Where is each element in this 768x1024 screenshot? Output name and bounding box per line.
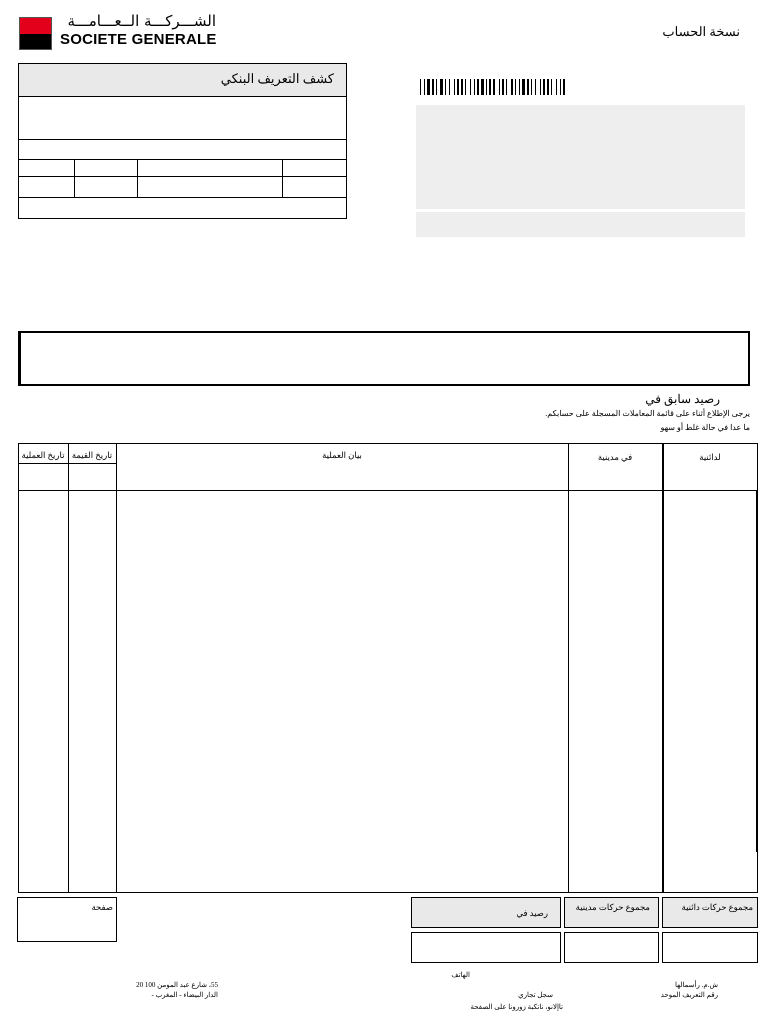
rib-divider [19,176,346,177]
rib-divider [19,159,346,160]
column-divider [662,443,664,893]
rib-cell-divider [74,159,75,197]
rib-cell-divider [137,159,138,197]
copy-label: نسخة الحساب [662,24,740,39]
credit-total-value [662,932,758,963]
column-divider [568,443,569,893]
footer-phone-label: الهاتف [451,971,470,979]
rib-divider [19,197,346,198]
footer-unique-id: رقم التعريف الموحد [660,991,718,999]
closing-balance-label: رصيد في [516,908,548,918]
previous-balance-label: رصيد سابق في [645,392,720,406]
debit-total-label: مجموع حركات مدينية [575,902,650,912]
rib-title: كشف التعريف البنكي [220,71,334,86]
logo-red-half [20,18,51,34]
column-header-description: بيان العملية [322,450,362,460]
column-header-debit: في مدينية [597,452,633,462]
address-area [416,105,745,209]
page-label: صفحة [91,902,113,912]
credit-total-box [662,897,758,928]
column-divider [116,443,117,893]
closing-balance-value [411,932,561,963]
statement-note: يرجى الإطلاع أثناء على قائمة المعاملات المسجلة على حسابكم. [545,409,750,418]
column-header-operation-date: تاريخ العملية [21,450,65,460]
logo-black-half [20,34,51,49]
message-box [18,331,750,386]
statement-note: ما عدا في حالة غلط أو سهو [660,423,750,432]
brand-name-arabic: الشـــركـــة الــعـــامـــة [67,12,216,30]
rib-box [18,63,347,219]
page-number-box [17,897,117,942]
debit-total-value [564,932,659,963]
footer-page-note: تاإلانو، ناتكبة زورونا على الصفحة [470,1003,563,1011]
address-footer-area [416,212,745,237]
column-header-value-date: تاريخ القيمة [71,450,113,460]
column-header-credit: لدائنية [699,452,721,462]
rib-header [19,64,346,97]
debit-total-box [564,897,659,928]
footer-trade-register: سجل تجاري [518,991,553,999]
table-header-divider [18,490,758,491]
column-divider [756,490,758,852]
rib-divider [19,139,346,140]
column-divider [68,443,69,893]
barcode [420,79,656,95]
closing-balance-box [411,897,561,928]
brand-name-english: SOCIETE GENERALE [60,31,217,48]
rib-cell-divider [282,159,283,197]
transactions-table [18,443,758,893]
footer-capital: ش.م. رأسمالها [675,981,718,989]
brand-logo-mark [19,17,52,50]
credit-total-label: مجموع حركات دائنية [681,902,753,912]
footer-address: الدار البيضاء - المغرب - [151,991,218,999]
footer-address: 55، شارع عبد المومن 100 20 [136,981,218,989]
